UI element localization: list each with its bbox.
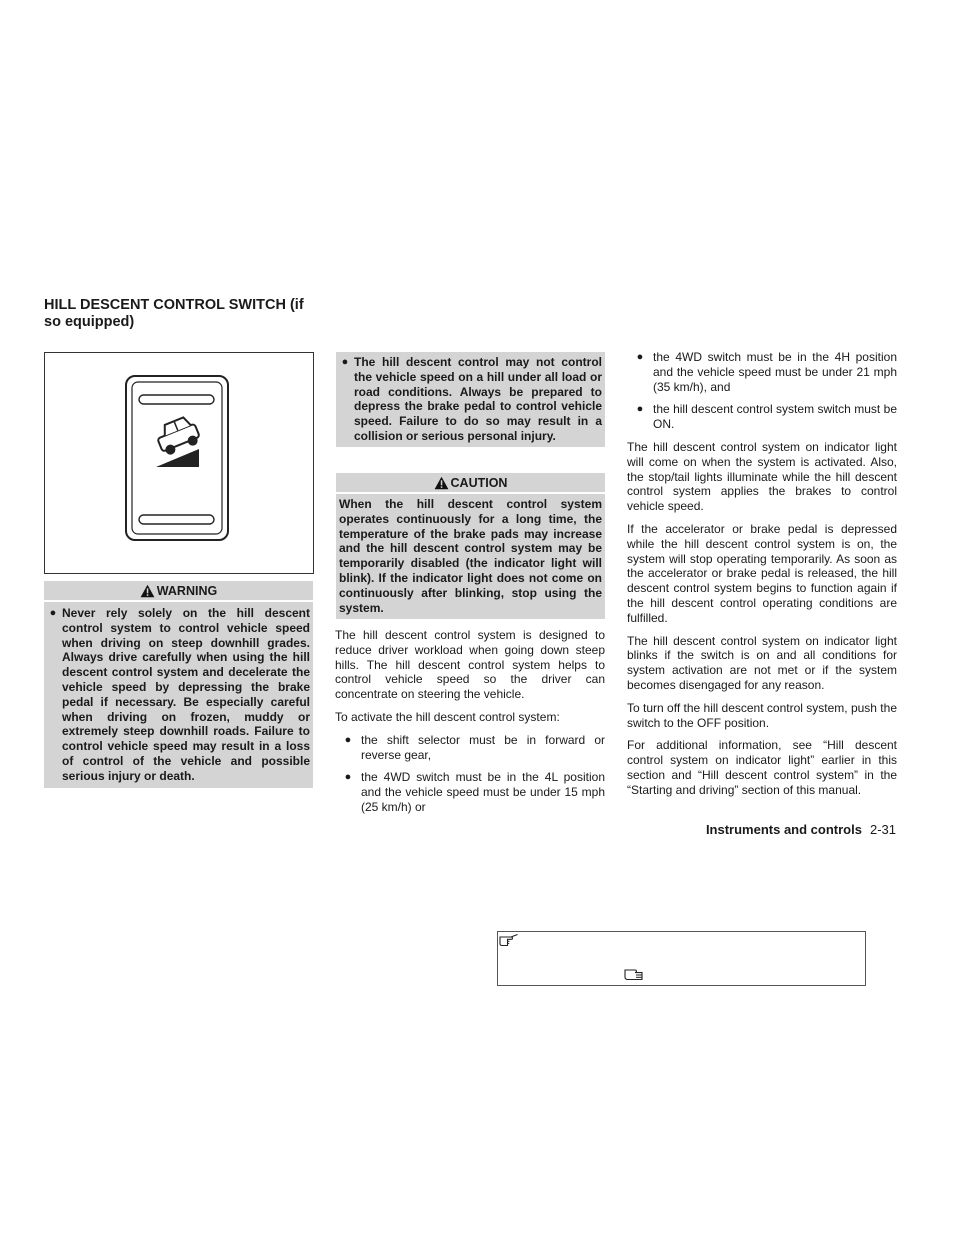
warning-item-text: Never rely solely on the hill descent control system to control vehicle speed when driving on steep downhill grades. Always drive carefully when using the hill descent control system and decelerate the vehicle speed by depressing the brake pedal if necessary. Be especially careful when driving on frozen, muddy or extremely steep downhill roads. Failure to control vehicle speed may result in a loss of control of the vehicle and possible serious injury or death. [62,606,310,783]
list-item [627,402,897,432]
warning-continued [336,352,605,447]
pointing-hand-icon [624,967,644,986]
warning-item [336,355,602,444]
warning-item [44,606,310,784]
page-number: 2-31 [869,822,896,837]
caution-header [336,473,605,494]
activation-conditions-list-continued [627,350,897,432]
section-title: HILL DESCENT CONTROL SWITCH (if so equipped) [44,297,304,330]
paragraph: For additional information, see “Hill descent control system on indicator light” earlier in this section and “Hill descent control system” in the “Starting and driving” section of this manual. [627,738,897,797]
list-item-text: the hill descent control system switch must be ON. [653,402,897,432]
caution-box [336,473,605,619]
caution-header-label: CAUTION [450,476,508,490]
chapter-name: Instruments and controls [705,822,862,837]
pointing-hand-icon [499,933,519,952]
list-item [335,733,605,763]
hill-descent-switch-illustration [44,352,314,574]
list-item [335,770,605,814]
bullet-icon: ● [49,607,57,619]
activation-conditions-list [335,733,605,815]
paragraph: To activate the hill descent control system: [335,709,560,724]
caution-text: When the hill descent control system operates continuously for a long time, the temperature of the brake pads may increase and the hill descent control system may be temporarily disabled (the indicator light will blink). If the indicator light does not come on continuously after blinking, stop using the system. [336,494,605,619]
list-item-text: the 4WD switch must be in the 4H position and the vehicle speed must be under 21 mph (35 km/h), and [653,350,897,394]
bullet-icon: ● [341,356,349,368]
bullet-icon: ● [344,771,352,784]
reference-box [497,931,866,986]
column-2-text [335,628,605,815]
list-item-text: the 4WD switch must be in the 4L position and the vehicle speed must be under 15 mph (25 km/h) or [361,770,605,814]
warning-triangle-icon [140,584,155,604]
bullet-icon: ● [344,733,352,746]
paragraph: The hill descent control system on indicator light will come on when the system is activated. Also, the stop/tail lights illuminate while the hill descent control system applies the brakes to control vehicle speed. [627,439,897,514]
hill-descent-vehicle-icon [45,353,313,573]
warning-header [44,581,313,602]
paragraph: If the accelerator or brake pedal is depressed while the hill descent control system is on, the system will stop operating temporarily. As soon as the accelerator or brake pedal is released, the hill descent control system begins to function again if the hill descent control operating conditions are fulfilled. [627,521,897,625]
page-footer [600,822,896,838]
bullet-icon: ● [636,351,644,363]
bullet-icon: ● [636,403,644,416]
list-item-text: the shift selector must be in forward or reverse gear, [361,732,605,762]
warning-box [44,581,313,788]
list-item [627,350,897,394]
warning-triangle-icon [434,476,449,496]
paragraph: The hill descent control system on indicator light blinks if the switch is on and all conditions for system activation are not met or if the system becomes disengaged for any reason. [627,633,897,692]
paragraph: The hill descent control system is designed to reduce driver workload when going down steep hills. The hill descent control system helps to control vehicle speed so the driver can concentrate on steering the vehicle. [335,628,605,702]
paragraph: To turn off the hill descent control system, push the switch to the OFF position. [627,700,897,730]
warning-item-text: The hill descent control may not control the vehicle speed on a hill under all load or road conditions. Always be prepared to depress the brake pedal to control vehicle speed. Failure to do so may result in a collision or serious personal injury. [354,355,602,443]
column-3-text [627,350,897,798]
warning-header-label: WARNING [156,584,218,598]
